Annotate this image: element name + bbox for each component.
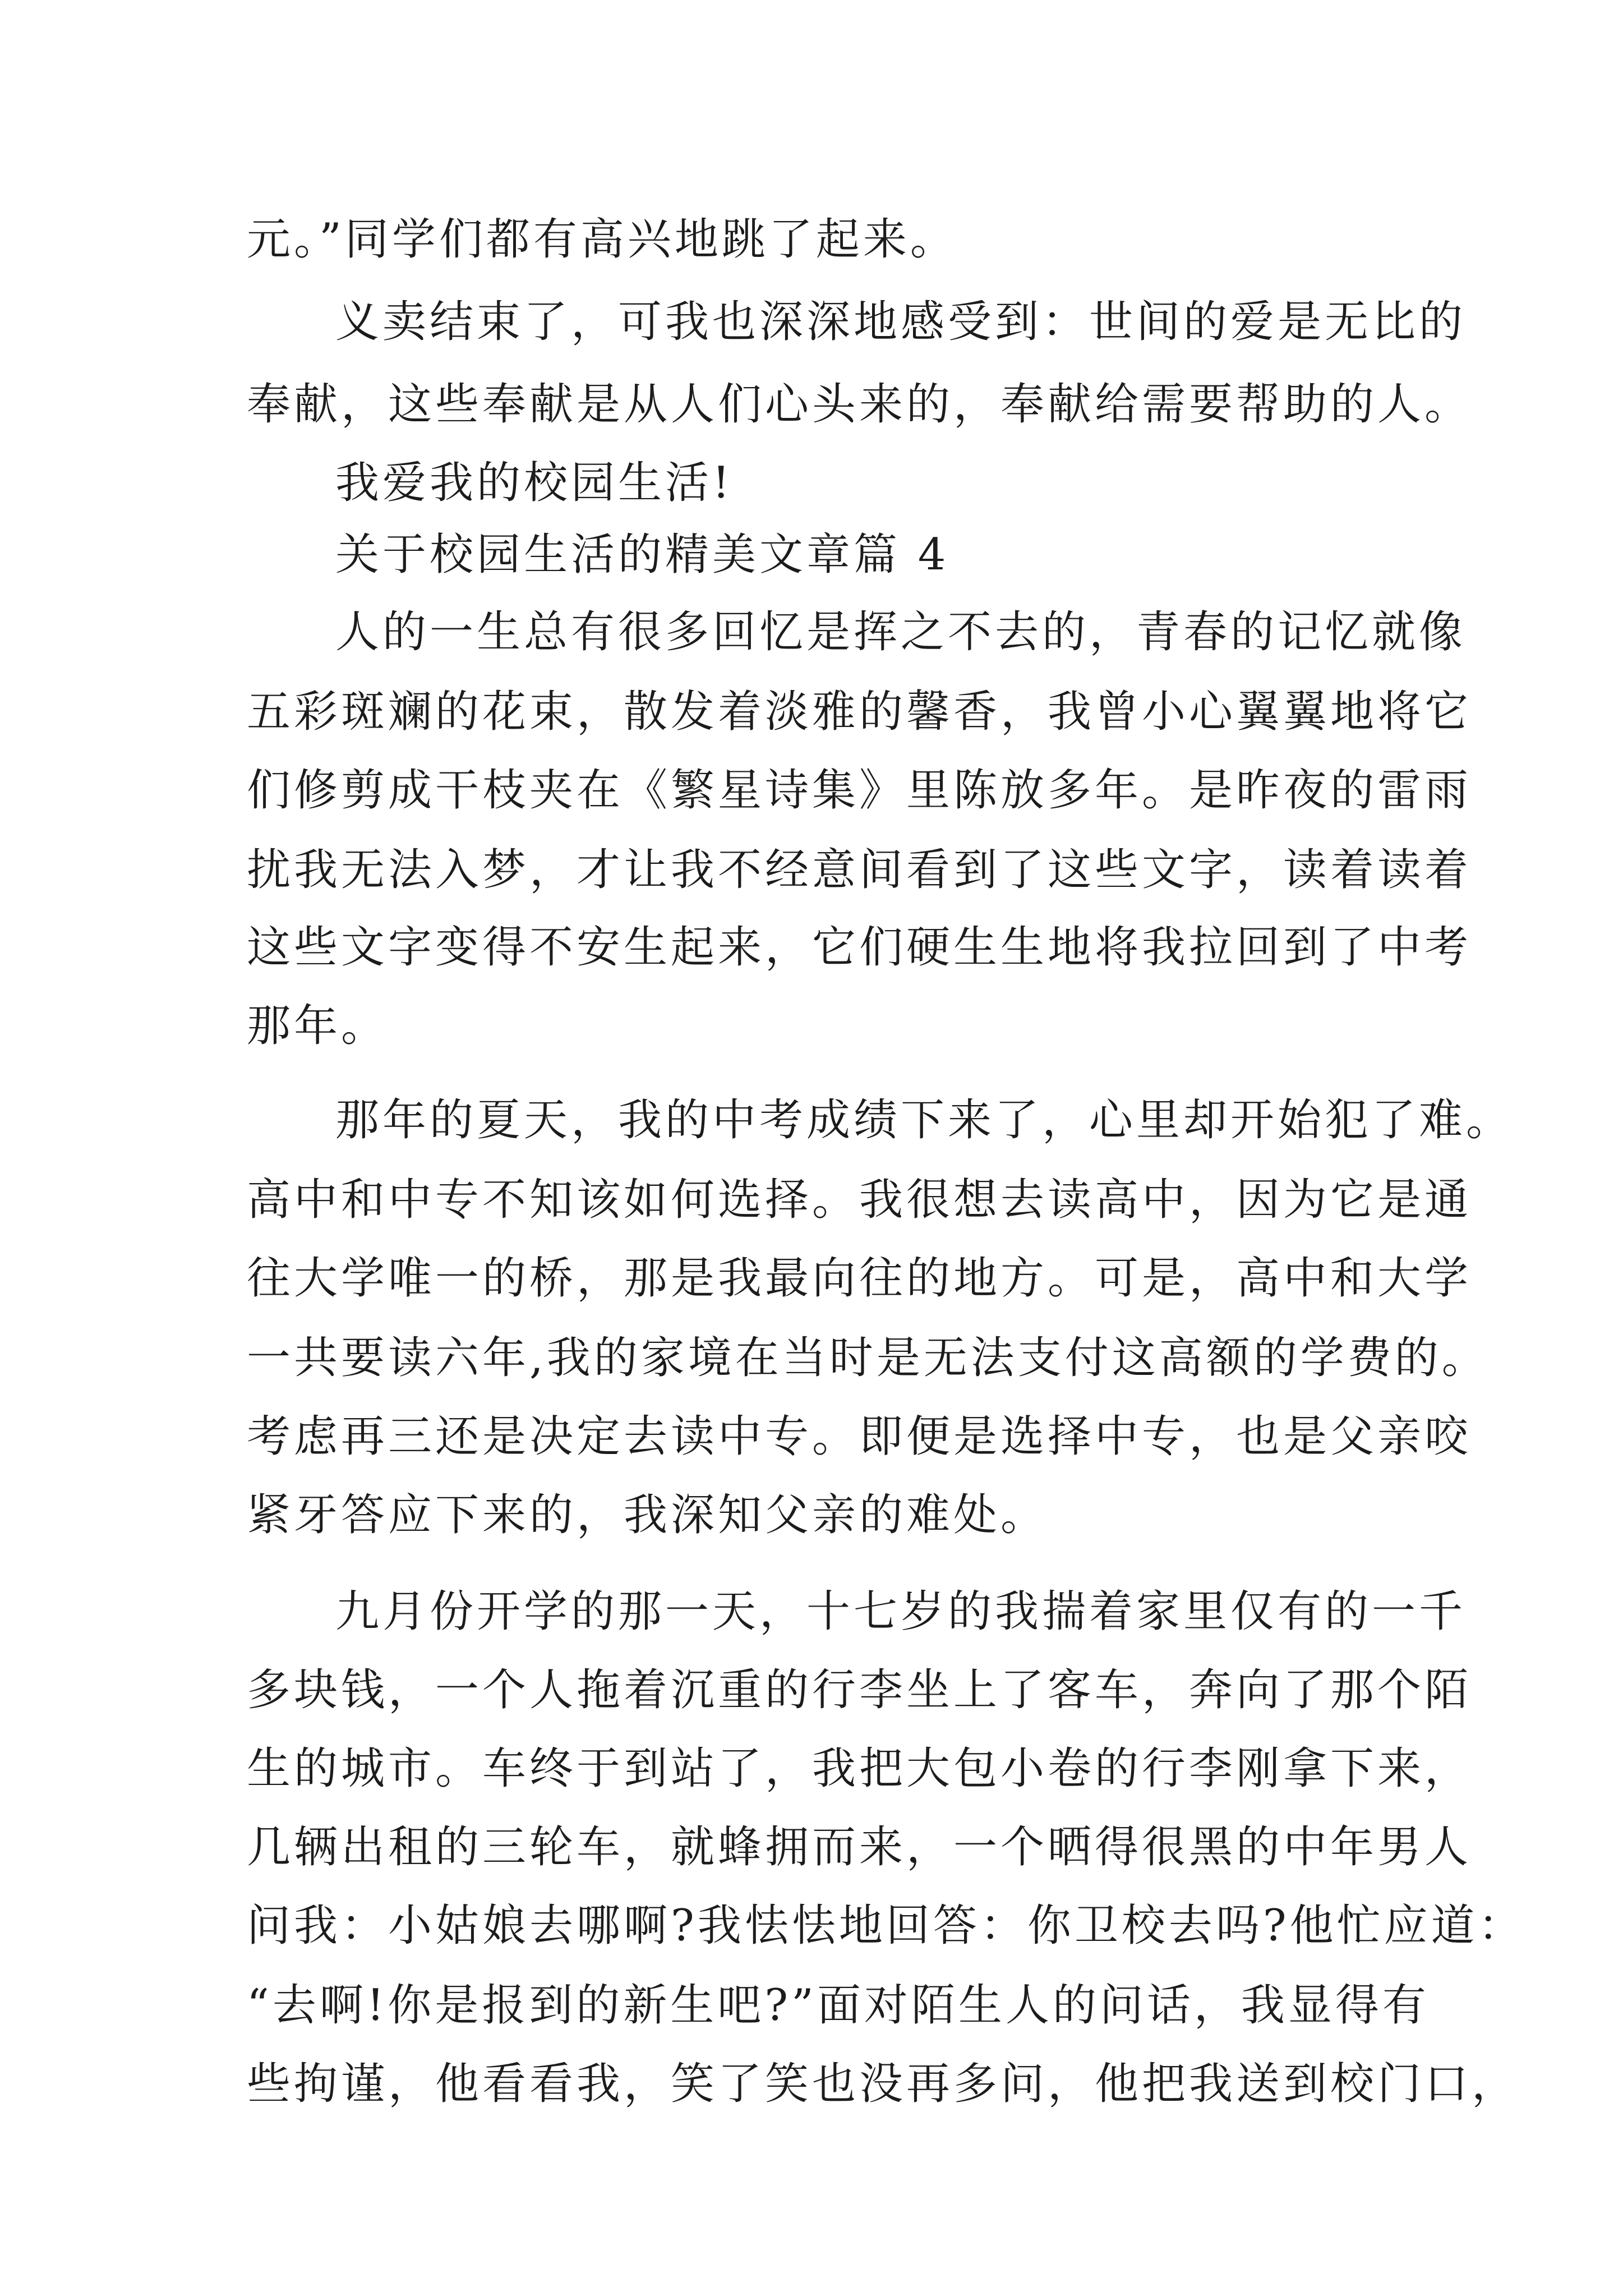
text-line: 多块钱，一个人拖着沉重的行李坐上了客车，奔向了那个陌 [247,1665,1472,1715]
text-line: 这些文字变得不安生起来，它们硬生生地将我拉回到了中考 [247,922,1472,973]
text-line: 奉献，这些奉献是从人们心头来的，奉献给需要帮助的人。 [247,379,1472,430]
text-line: 那年的夏天，我的中考成绩下来了，心里却开始犯了难。 [335,1095,1514,1145]
text-line: 生的城市。车终于到站了，我把大包小卷的行李刚拿下来， [247,1743,1472,1794]
text-line: 一共要读六年,我的家境在当时是无法支付这高额的学费的。 [247,1333,1489,1383]
text-line: 些拘谨，他看看我，笑了笑也没再多问，他把我送到校门口， [247,2059,1519,2109]
text-line: 高中和中专不知该如何选择。我很想去读高中，因为它是通 [247,1175,1472,1225]
text-line: 五彩斑斓的花束，散发着淡雅的馨香，我曾小心翼翼地将它 [247,687,1472,737]
text-line: 考虑再三还是决定去读中专。即便是选择中专，也是父亲咬 [247,1411,1472,1462]
text-line: 几辆出租的三轮车，就蜂拥而来，一个晒得很黑的中年男人 [247,1822,1472,1872]
text-line: 人的一生总有很多回忆是挥之不去的，青春的记忆就像 [335,607,1467,657]
text-line: 九月份开学的那一天，十七岁的我揣着家里仅有的一千 [335,1586,1467,1637]
text-line: 们修剪成干枝夹在《繁星诗集》里陈放多年。是昨夜的雷雨 [247,765,1472,816]
section-heading: 关于校园生活的精美文章篇 4 [335,530,949,580]
text-line: 我爱我的校园生活! [335,458,734,508]
text-line: 扰我无法入梦，才让我不经意间看到了这些文字，读着读着 [247,845,1472,895]
text-line: 元。”同学们都有高兴地跳了起来。 [247,214,957,265]
text-line: 紧牙答应下来的，我深知父亲的难处。 [247,1490,1048,1540]
text-line: 往大学唯一的桥，那是我最向往的地方。可是，高中和大学 [247,1253,1472,1304]
text-line: 义卖结束了，可我也深深地感受到：世间的爱是无比的 [335,297,1467,347]
text-line: 那年。 [247,1001,389,1051]
text-line: 问我：小姑娘去哪啊?我怯怯地回答：你卫校去吗?他忙应道： [247,1901,1525,1951]
text-line: “去啊!你是报到的新生吧?”面对陌生人的问话，我显得有 [247,1980,1430,2031]
